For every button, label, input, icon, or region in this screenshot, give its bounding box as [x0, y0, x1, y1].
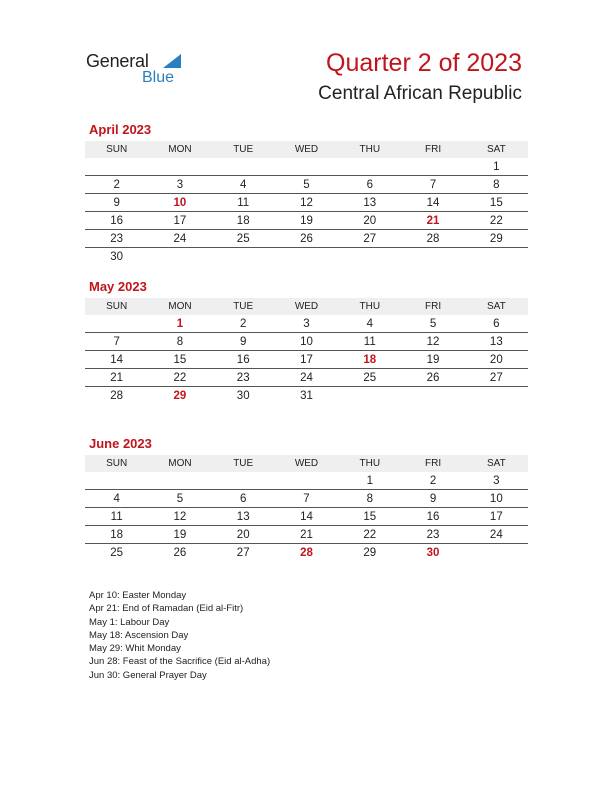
weekday-label: THU: [359, 458, 381, 469]
day-cell: 2: [429, 474, 437, 487]
month-block: [85, 122, 528, 265]
day-cell: 27: [489, 371, 503, 384]
month-name: May 2023: [89, 279, 147, 294]
week-row: [85, 315, 528, 333]
week-row: [85, 472, 528, 490]
day-cell: 5: [303, 178, 310, 191]
week-row: [85, 544, 528, 561]
day-cell: 15: [489, 196, 503, 209]
weekday-label: SAT: [486, 301, 506, 312]
holiday-day-cell: 21: [426, 214, 440, 227]
week-row: [85, 248, 528, 265]
day-cell: 3: [303, 317, 310, 330]
day-cell: 6: [493, 317, 500, 330]
day-cell: 8: [493, 178, 500, 191]
weekday-label: WED: [294, 144, 319, 155]
day-cell: 24: [173, 232, 187, 245]
weekday-label: TUE: [233, 458, 254, 469]
page-title: Quarter 2 of 2023: [326, 49, 522, 77]
holiday-note: Apr 10: Easter Monday: [89, 590, 187, 601]
day-cell: 26: [173, 546, 187, 559]
day-cell: 11: [237, 196, 250, 209]
day-cell: 15: [363, 510, 377, 523]
day-cell: 14: [300, 510, 313, 523]
week-row: [85, 351, 528, 369]
day-cell: 9: [113, 196, 120, 209]
day-cell: 25: [110, 546, 124, 559]
day-cell: 16: [236, 353, 250, 366]
weekday-label: WED: [294, 458, 319, 469]
day-cell: 1: [366, 474, 373, 487]
day-cell: 16: [110, 214, 124, 227]
day-cell: 5: [176, 492, 184, 505]
holiday-note: Apr 21: End of Ramadan (Eid al-Fitr): [89, 603, 244, 615]
day-cell: 26: [426, 371, 440, 384]
day-cell: 10: [489, 492, 503, 505]
day-cell: 12: [300, 196, 313, 209]
day-cell: 19: [300, 214, 313, 227]
day-cell: 7: [113, 335, 120, 348]
week-row: [85, 526, 528, 544]
day-cell: 12: [173, 510, 187, 523]
weekday-label: MON: [168, 144, 192, 155]
week-row: [85, 508, 528, 526]
weekday-label: SAT: [486, 458, 506, 469]
day-cell: 20: [236, 528, 250, 541]
day-cell: 12: [426, 335, 440, 348]
weekday-label: SUN: [106, 458, 128, 469]
day-cell: 4: [366, 317, 373, 330]
holiday-day-cell: 29: [173, 389, 187, 402]
weekday-header: [85, 141, 528, 158]
holiday-day-cell: 30: [426, 546, 440, 559]
day-cell: 16: [426, 510, 440, 523]
week-row: [85, 212, 528, 230]
week-row: [85, 194, 528, 212]
day-cell: 13: [489, 335, 503, 348]
weekday-label: SAT: [486, 144, 506, 155]
day-cell: 23: [426, 528, 440, 541]
day-cell: 17: [489, 510, 503, 523]
day-cell: 29: [489, 232, 503, 245]
holiday-notes: [89, 589, 270, 682]
day-cell: 11: [363, 335, 376, 348]
day-cell: 7: [303, 492, 310, 505]
month-block: [85, 279, 528, 404]
week-row: [85, 387, 528, 404]
weekday-label: MON: [168, 458, 192, 469]
day-cell: 9: [429, 492, 437, 505]
weekday-label: MON: [168, 301, 192, 312]
day-cell: 28: [426, 232, 440, 245]
week-row: [85, 176, 528, 194]
holiday-note: May 18: Ascension Day: [89, 629, 189, 641]
brand-line2: Blue: [142, 69, 175, 86]
day-cell: 28: [110, 389, 124, 402]
day-cell: 22: [489, 214, 503, 227]
day-cell: 14: [426, 196, 440, 209]
day-cell: 21: [300, 528, 313, 541]
day-cell: 31: [300, 389, 313, 402]
holiday-note: Jun 28: Feast of the Sacrifice (Eid al-Adha): [89, 656, 271, 668]
day-cell: 2: [240, 317, 247, 330]
day-cell: 25: [363, 371, 377, 384]
day-cell: 6: [366, 178, 373, 191]
month-name: April 2023: [89, 122, 152, 137]
day-cell: 30: [110, 250, 124, 263]
day-cell: 30: [236, 389, 250, 402]
brand-logo: [86, 51, 175, 86]
holiday-note: May 29: Whit Monday: [89, 643, 181, 655]
holiday-day-cell: 18: [363, 353, 377, 366]
day-cell: 20: [489, 353, 503, 366]
day-cell: 13: [363, 196, 377, 209]
day-cell: 18: [110, 528, 124, 541]
weekday-label: FRI: [424, 458, 442, 469]
day-cell: 23: [110, 232, 124, 245]
day-cell: 18: [236, 214, 250, 227]
day-cell: 8: [366, 492, 373, 505]
day-cell: 11: [110, 510, 123, 523]
holiday-note: Jun 30: General Prayer Day: [89, 669, 207, 681]
week-row: [85, 230, 528, 248]
week-row: [85, 369, 528, 387]
day-cell: 7: [429, 178, 437, 191]
day-cell: 4: [113, 492, 120, 505]
day-cell: 29: [363, 546, 377, 559]
brand-line1: General: [86, 51, 149, 71]
day-cell: 14: [110, 353, 124, 366]
month-name: June 2023: [89, 436, 152, 451]
day-cell: 15: [173, 353, 187, 366]
weekday-label: TUE: [233, 301, 254, 312]
day-cell: 4: [240, 178, 247, 191]
page-subtitle: Central African Republic: [318, 83, 522, 104]
day-cell: 13: [236, 510, 250, 523]
day-cell: 1: [493, 160, 500, 173]
day-cell: 19: [173, 528, 187, 541]
day-cell: 24: [489, 528, 503, 541]
day-cell: 9: [240, 335, 247, 348]
brand-triangle-icon: [163, 54, 181, 68]
day-cell: 24: [300, 371, 313, 384]
weekday-header: [85, 298, 528, 315]
day-cell: 3: [493, 474, 500, 487]
day-cell: 3: [176, 178, 184, 191]
week-row: [85, 158, 528, 176]
day-cell: 27: [363, 232, 377, 245]
day-cell: 6: [240, 492, 247, 505]
day-cell: 17: [300, 353, 313, 366]
day-cell: 23: [236, 371, 250, 384]
holiday-day-cell: 1: [176, 317, 184, 330]
day-cell: 22: [173, 371, 187, 384]
weekday-label: SUN: [106, 144, 128, 155]
day-cell: 20: [363, 214, 377, 227]
weekday-label: SUN: [106, 301, 128, 312]
weekday-label: THU: [359, 144, 381, 155]
month-block: [85, 436, 528, 561]
weekday-label: TUE: [233, 144, 254, 155]
day-cell: 26: [300, 232, 313, 245]
week-row: [85, 333, 528, 351]
holiday-day-cell: 28: [300, 546, 313, 559]
weekday-label: FRI: [424, 144, 442, 155]
week-row: [85, 490, 528, 508]
holiday-note: May 1: Labour Day: [89, 616, 170, 628]
weekday-label: WED: [294, 301, 319, 312]
day-cell: 27: [236, 546, 250, 559]
day-cell: 22: [363, 528, 377, 541]
day-cell: 25: [236, 232, 250, 245]
day-cell: 19: [426, 353, 440, 366]
weekday-header: [85, 455, 528, 472]
day-cell: 17: [173, 214, 187, 227]
day-cell: 8: [176, 335, 184, 348]
day-cell: 10: [300, 335, 313, 348]
day-cell: 2: [113, 178, 120, 191]
day-cell: 21: [110, 371, 124, 384]
weekday-label: FRI: [424, 301, 442, 312]
day-cell: 5: [429, 317, 437, 330]
holiday-day-cell: 10: [173, 196, 187, 209]
weekday-label: THU: [359, 301, 381, 312]
